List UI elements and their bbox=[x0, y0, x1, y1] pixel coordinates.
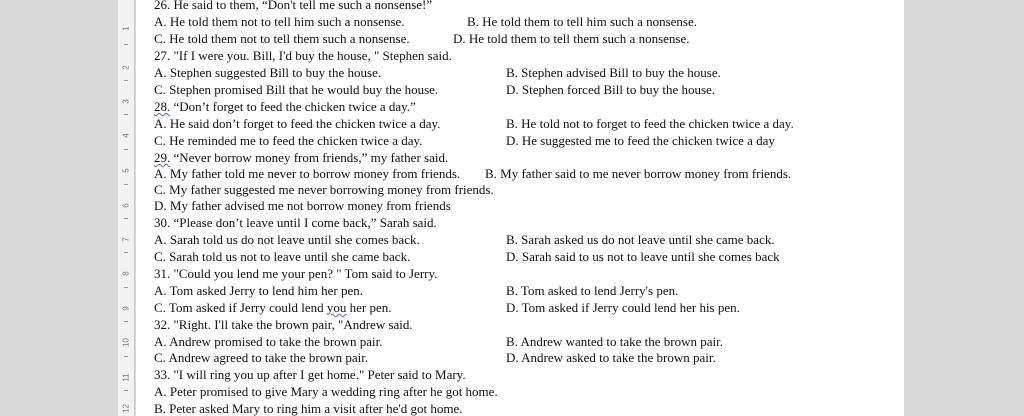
question-31-option-a: A. Tom asked Jerry to lend him her pen. bbox=[154, 283, 363, 298]
ruler-tick bbox=[124, 149, 128, 150]
question-30-option-d: D. Sarah said to us not to leave until she comes back bbox=[506, 249, 780, 264]
question-29-option-d: D. My father advised me not borrow money from friends bbox=[154, 198, 451, 213]
ruler-label: 8 bbox=[121, 271, 131, 276]
question-28-option-d: D. He suggested me to feed the chicken twice a day bbox=[506, 133, 775, 148]
ruler-label: 9 bbox=[121, 306, 131, 311]
question-31-option-c bbox=[154, 300, 392, 316]
question-30-option-b: B. Sarah asked us do not leave until she came back. bbox=[506, 232, 775, 247]
ruler-label: 1 bbox=[121, 26, 131, 31]
question-32-stem: 32. "Right. I'll take the brown pair, "Andrew said. bbox=[154, 317, 413, 332]
vertical-ruler bbox=[118, 0, 135, 416]
question-26-option-b: B. He told them to tell him such a nonsense. bbox=[467, 14, 697, 29]
ruler-tick bbox=[124, 321, 128, 322]
question-28-option-a: A. He said don’t forget to feed the chicken twice a day. bbox=[154, 116, 441, 131]
question-31-stem: 31. "Could you lend me your pen? " Tom said to Jerry. bbox=[154, 266, 438, 281]
ruler-label: 12 bbox=[121, 404, 131, 413]
question-28-number: 28. bbox=[154, 99, 171, 114]
question-27-option-d: D. Stephen forced Bill to buy the house. bbox=[506, 82, 716, 97]
question-27-option-c: C. Stephen promised Bill that he would buy the house. bbox=[154, 82, 439, 97]
question-31-option-b: B. Tom asked to lend Jerry's pen. bbox=[506, 283, 679, 298]
question-31-option-c-post: her pen. bbox=[346, 300, 392, 315]
question-29-text: “Never borrow money from friends,” my father said. bbox=[170, 150, 449, 165]
question-29-stem bbox=[154, 150, 448, 166]
question-29-option-b: B. My father said to me never borrow money from friends. bbox=[485, 166, 792, 181]
question-30-option-a: A. Sarah told us do not leave until she comes back. bbox=[154, 232, 420, 247]
question-28-stem bbox=[154, 99, 416, 115]
question-29-number: 29. bbox=[154, 150, 171, 165]
question-32-option-d: D. Andrew asked to take the brown pair. bbox=[506, 350, 716, 365]
ruler-tick bbox=[124, 114, 128, 115]
ruler-tick bbox=[124, 356, 128, 357]
question-26-stem: 26. He said to them, “Don't tell me such a nonsense!” bbox=[154, 0, 433, 12]
question-26-option-c: C. He told them not to tell them such a nonsense. bbox=[154, 31, 410, 46]
question-27-option-b: B. Stephen advised Bill to buy the house. bbox=[506, 65, 721, 80]
question-26-option-d: D. He told them to tell them such a nonsense. bbox=[453, 31, 690, 46]
question-32-option-b: B. Andrew wanted to take the brown pair. bbox=[506, 334, 723, 349]
ruler-label: 11 bbox=[121, 373, 131, 382]
question-29-option-a: A. My father told me never to borrow money from friends. bbox=[154, 166, 461, 181]
ruler-tick bbox=[124, 44, 128, 45]
question-26-option-a: A. He told them not to tell him such a nonsense. bbox=[154, 14, 405, 29]
document-page[interactable] bbox=[136, 0, 904, 416]
question-33-stem: 33. "I will ring you up after I get home." Peter said to Mary. bbox=[154, 367, 466, 382]
ruler-tick bbox=[124, 218, 128, 219]
question-33-option-a: A. Peter promised to give Mary a wedding ring after he got home. bbox=[154, 384, 498, 399]
ruler-label: 10 bbox=[121, 338, 131, 347]
ruler-label: 2 bbox=[121, 65, 131, 70]
ruler-label: 3 bbox=[121, 99, 131, 104]
ruler-tick bbox=[124, 287, 128, 288]
ruler-label: 5 bbox=[121, 168, 131, 173]
question-29-option-c: C. My father suggested me never borrowing money from friends. bbox=[154, 182, 494, 197]
ruler-tick bbox=[124, 184, 128, 185]
ruler-label: 7 bbox=[121, 237, 131, 242]
question-32-option-a: A. Andrew promised to take the brown pair. bbox=[154, 334, 383, 349]
ruler-tick bbox=[124, 80, 128, 81]
question-32-option-c: C. Andrew agreed to take the brown pair. bbox=[154, 350, 369, 365]
question-33-option-b: B. Peter asked Mary to ring him a visit after he'd got home. bbox=[154, 401, 463, 416]
question-30-stem: 30. “Please don’t leave until I come back,” Sarah said. bbox=[154, 215, 437, 230]
question-31-option-c-pre: C. Tom asked if Jerry could lend bbox=[154, 300, 327, 315]
ruler-tick bbox=[124, 390, 128, 391]
question-27-option-a: A. Stephen suggested Bill to buy the house. bbox=[154, 65, 382, 80]
question-28-option-c: C. He reminded me to feed the chicken twice a day. bbox=[154, 133, 423, 148]
question-28-text: “Don’t forget to feed the chicken twice a day.” bbox=[170, 99, 416, 114]
question-31-option-c-underlined: you bbox=[326, 300, 347, 315]
ruler-label: 4 bbox=[121, 133, 131, 138]
question-28-option-b: B. He told not to forget to feed the chicken twice a day. bbox=[506, 116, 794, 131]
question-30-option-c: C. Sarah told us not to leave until she came back. bbox=[154, 249, 411, 264]
ruler-tick bbox=[124, 252, 128, 253]
question-31-option-d: D. Tom asked if Jerry could lend her his pen. bbox=[506, 300, 740, 315]
question-27-stem: 27. "If I were you. Bill, I'd buy the house, " Stephen said. bbox=[154, 48, 452, 63]
ruler-label: 6 bbox=[121, 203, 131, 208]
